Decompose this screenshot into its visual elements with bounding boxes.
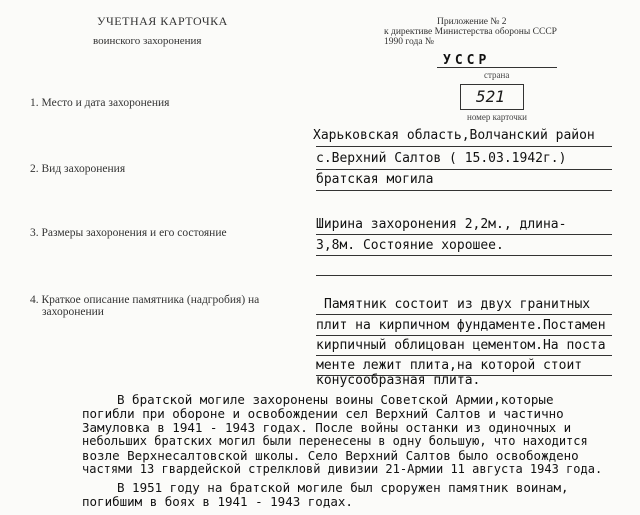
country-caption: страна — [484, 70, 510, 80]
rule — [316, 275, 612, 276]
rule — [316, 234, 612, 235]
field-3-label: 3. Размеры захоронения и его состояние — [30, 227, 227, 239]
narrative-p1-line-3: Замуловка в 1941 - 1943 годах. После войны останки из одиночных и — [82, 420, 572, 435]
field-4-line-4: менте лежит плита,на которой стоит — [316, 358, 583, 373]
rule — [316, 355, 612, 356]
rule — [316, 169, 612, 170]
field-1-line-1: Харьковская область,Волчанский район — [313, 128, 595, 143]
narrative-p1-line-2: погибли при обороне и освобождении сел Верхний Салтов и частично — [82, 406, 564, 421]
field-4-label-line-2: захоронении — [42, 306, 104, 318]
field-4-line-2: плит на кирпичном фундаменте.Постамен — [316, 318, 606, 333]
narrative-p1-line-4: небольших братских могил были перенесены в одну большую, что находится — [82, 434, 588, 448]
appendix-line-2: к директиве Министерства обороны СССР — [384, 27, 557, 37]
rule — [316, 335, 612, 336]
country-underline — [437, 67, 557, 68]
narrative-p2-line-2: погибшим в боях в 1941 - 1943 годах. — [82, 494, 353, 509]
appendix-line-3: 1990 года № — [384, 37, 435, 47]
narrative-p2-line-1: В 1951 году на братской могиле был сроружен памятник воинам, — [117, 480, 569, 495]
field-3-line-1: Ширина захоронения 2,2м., длина- — [316, 217, 567, 232]
field-1-label: 1. Место и дата захоронения — [30, 97, 170, 109]
narrative-p1-line-1: В братской могиле захоронены воины Советской Армии,которые — [117, 392, 554, 407]
field-2-line-1: братская могила — [316, 172, 434, 187]
rule — [316, 314, 612, 315]
card-number-caption: номер карточки — [467, 112, 527, 122]
rule — [316, 255, 612, 256]
field-2-label: 2. Вид захоронения — [30, 163, 126, 175]
narrative-p1-line-6: частями 13 гвардейской стрелкловй дивизии 21-Армии 11 августа 1943 года. — [82, 462, 603, 476]
field-4-line-5: конусообразная плита. — [316, 373, 481, 388]
field-4-line-1: Памятник состоит из двух гранитных — [324, 297, 591, 312]
field-4-label-line-1: 4. Краткое описание памятника (надгробия) на — [30, 294, 260, 306]
rule — [316, 190, 612, 191]
country-value: УССР — [443, 53, 491, 68]
card-number: 521 — [476, 87, 505, 106]
card-subtitle: воинского захоронения — [93, 35, 202, 47]
card-title: УЧЕТНАЯ КАРТОЧКА — [97, 14, 228, 28]
appendix-line-1: Приложение № 2 — [437, 17, 507, 27]
field-4-line-3: кирпичный облицован цементом.На поста — [316, 338, 606, 353]
field-3-line-2: 3,8м. Состояние хорошее. — [316, 238, 504, 253]
narrative-p1-line-5: возле Верхнесалтовской школы. Село Верхний Салтов было освобождено — [82, 448, 579, 463]
rule — [316, 146, 612, 147]
field-1-line-2: с.Верхний Салтов ( 15.03.1942г.) — [316, 151, 567, 166]
